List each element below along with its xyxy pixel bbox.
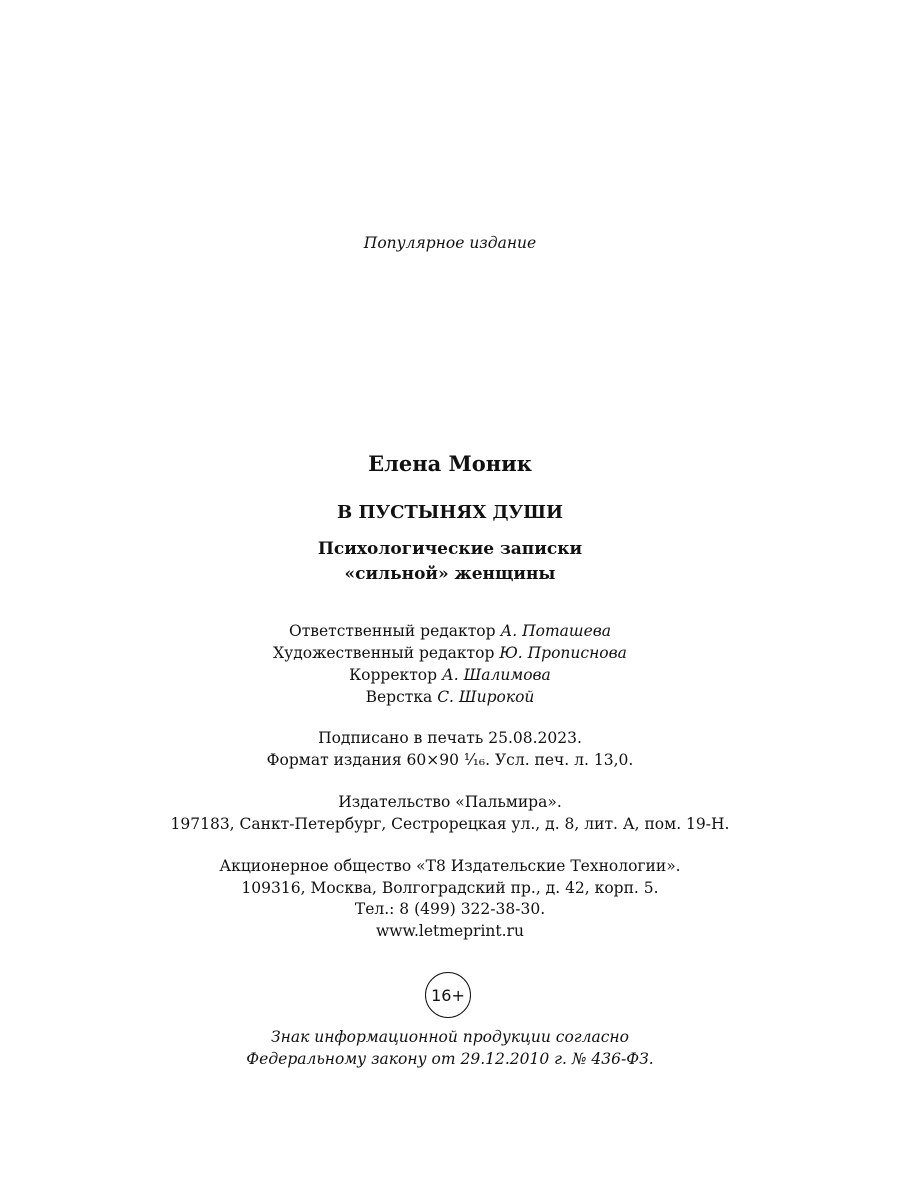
age-rating-note [0,1026,900,1070]
publisher-name: Издательство «Пальмира». [338,793,562,811]
print-format: Формат издания 60×90 ¹⁄₁₆. Усл. печ. л. 13,0. [266,750,634,769]
credit-row [0,664,900,686]
credit-row [0,642,900,664]
credit-role: Ответственный редактор [288,622,496,640]
subtitle-line-1: Психологические записки [317,539,583,559]
credit-role: Корректор [349,666,438,684]
subtitle-line-2: «сильной» женщины [344,564,556,584]
printer-address: 109316, Москва, Волгоградский пр., д. 42, корп. 5. [241,878,659,897]
age-rating-badge [425,972,471,1018]
credit-role: Художественный редактор [273,644,495,662]
author-name: Елена Моник [368,451,532,476]
credit-name: Ю. Прописнова [499,644,627,662]
printer-phone: Тел.: 8 (499) 322-38-30. [354,900,546,918]
credit-role: Верстка [365,688,433,706]
printer-name: Акционерное общество «Т8 Издательские Технологии». [219,857,681,875]
publisher-address: 197183, Санкт-Петербург, Сестрорецкая ул., д. 8, лит. А, пом. 19-Н. [170,814,730,833]
print-info-block [0,728,900,771]
credit-name: А. Поташева [500,622,611,640]
age-note-line-2: Федеральному закону от 29.12.2010 г. № 436-ФЗ. [246,1050,654,1068]
credit-name: А. Шалимова [441,666,551,684]
credit-name: С. Широкой [437,688,535,706]
age-note-line-1: Знак информационной продукции согласно [271,1028,629,1046]
printer-block [0,856,900,942]
credit-row [0,620,900,642]
credits-block [0,620,900,708]
publisher-block [0,792,900,835]
age-rating-label: 16+ [431,985,465,1005]
book-title: В ПУСТЫНЯХ ДУШИ [337,502,563,523]
book-subtitle [0,537,900,587]
print-signed-date: Подписано в печать 25.08.2023. [318,729,582,747]
edition-label: Популярное издание [363,234,537,252]
credit-row [0,686,900,708]
printer-website: www.letmeprint.ru [376,921,524,940]
